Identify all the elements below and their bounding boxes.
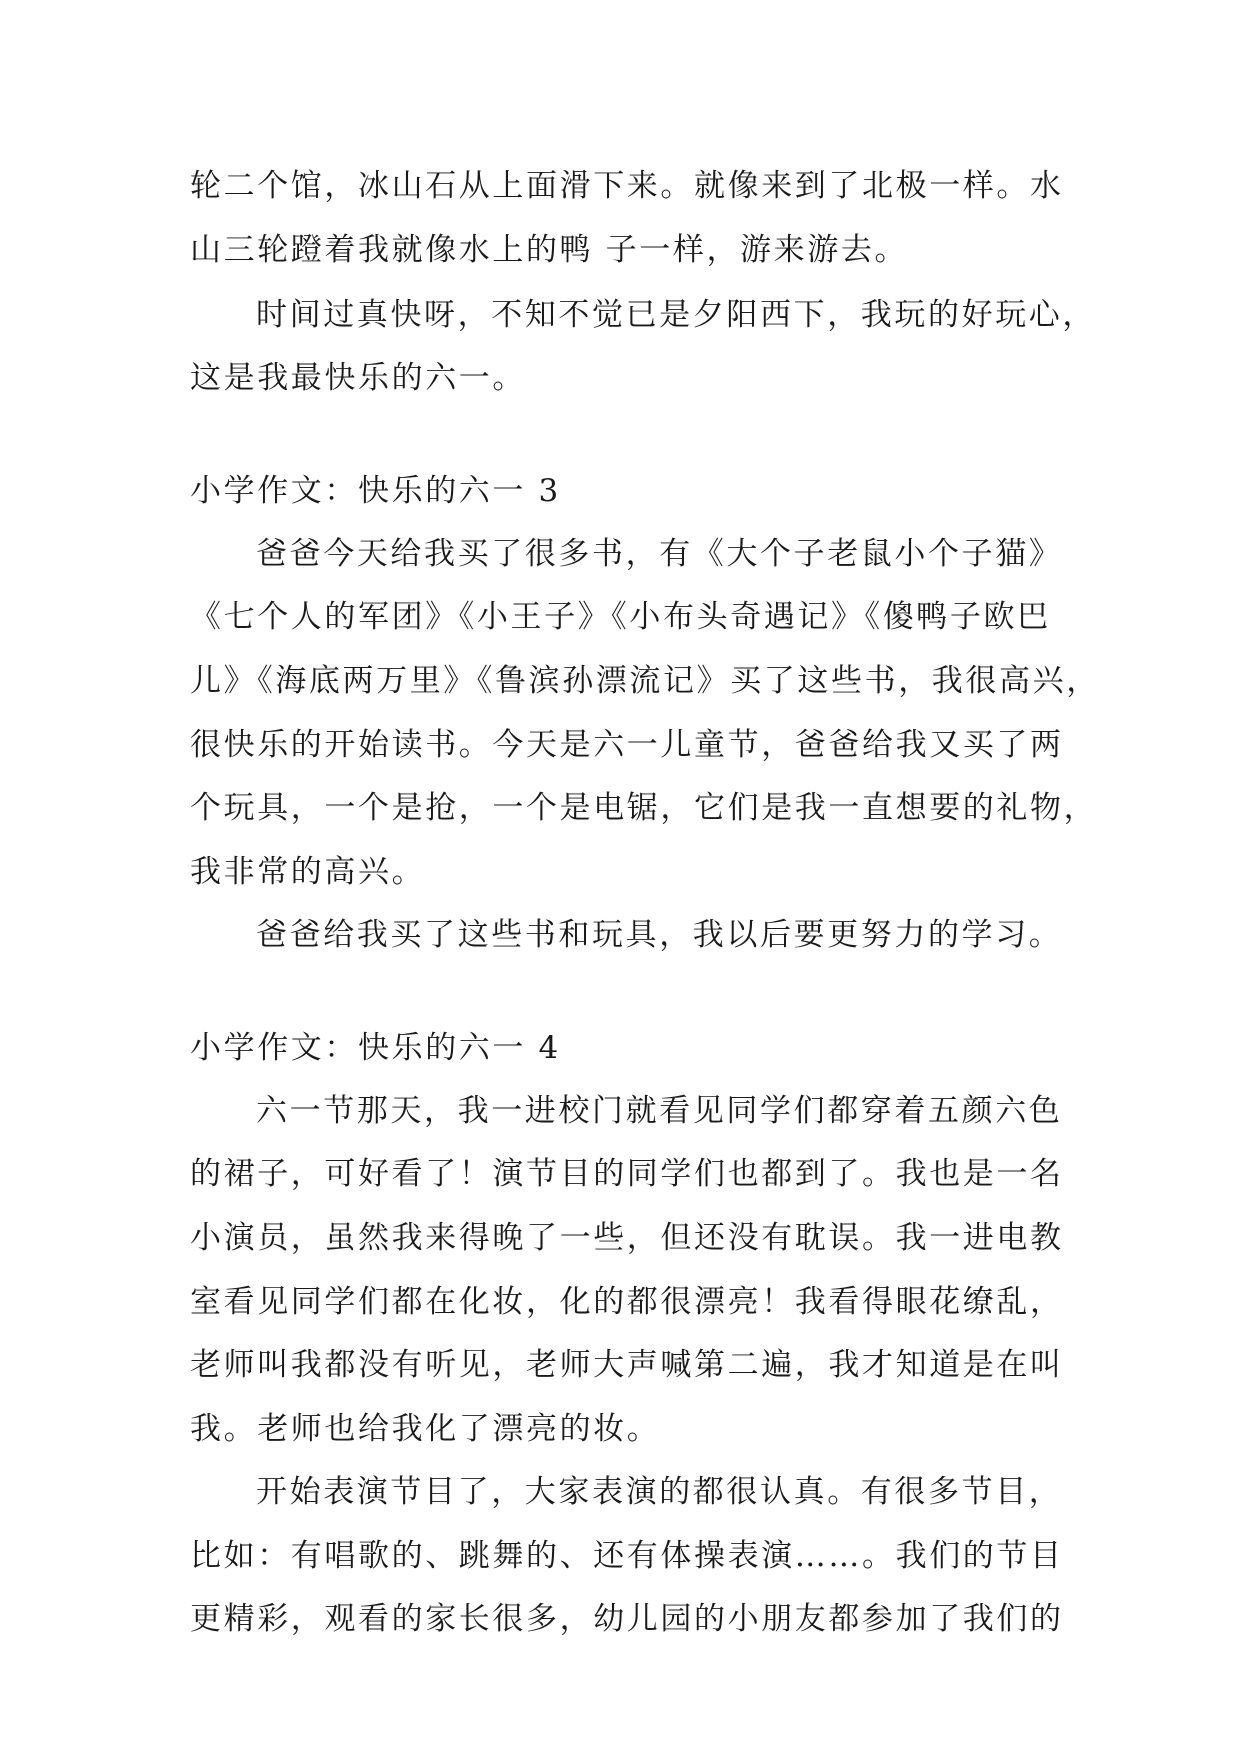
paragraph-line: 室看见同学们都在化妆，化的都很漂亮！我看得眼花缭乱，	[190, 1284, 1064, 1320]
paragraph-line: 很快乐的开始读书。今天是六一儿童节，爸爸给我又买了两	[190, 727, 1064, 763]
paragraph-line: 爸爸今天给我买了很多书，有《大个子老鼠小个子猫》	[256, 536, 1063, 572]
paragraph-line: 个玩具，一个是抢，一个是电锯，它们是我一直想要的礼物，	[190, 790, 1098, 826]
paragraph-line: 这是我最快乐的六一。	[190, 360, 526, 396]
paragraph-line: 爸爸给我买了这些书和玩具，我以后要更努力的学习。	[256, 917, 1063, 953]
paragraph-line: 我。老师也给我化了漂亮的妆。	[190, 1411, 661, 1447]
paragraph-line: 更精彩，观看的家长很多，幼儿园的小朋友都参加了我们的	[190, 1601, 1064, 1637]
paragraph-line: 比如：有唱歌的、跳舞的、还有体操表演……。我们的节目	[190, 1538, 1064, 1574]
paragraph-line: 儿》《海底两万里》《鲁滨孙漂流记》买了这些书，我很高兴，	[190, 663, 1100, 699]
paragraph-line: 《七个人的军团》《小王子》《小布头奇遇记》《傻鸭子欧巴	[190, 599, 1051, 635]
section-heading: 小学作文：快乐的六一 4	[190, 1030, 561, 1066]
paragraph-line: 轮二个馆，冰山石从上面滑下来。就像来到了北极一样。水	[190, 168, 1064, 204]
paragraph-line: 老师叫我都没有听见，老师大声喊第二遍，我才知道是在叫	[190, 1347, 1064, 1383]
section-heading: 小学作文：快乐的六一 3	[190, 473, 561, 509]
paragraph-line: 小演员，虽然我来得晚了一些，但还没有耽误。我一进电教	[190, 1220, 1064, 1256]
paragraph-line: 开始表演节目了，大家表演的都很认真。有很多节目，	[256, 1474, 1063, 1510]
paragraph-line: 时间过真快呀，不知不觉已是夕阳西下，我玩的好玩心，	[256, 297, 1096, 333]
paragraph-line: 六一节那天，我一进校门就看见同学们都穿着五颜六色	[256, 1093, 1063, 1129]
paragraph-line: 的裙子，可好看了！演节目的同学们也都到了。我也是一名	[190, 1156, 1064, 1192]
paragraph-line: 山三轮蹬着我就像水上的鸭 子一样，游来游去。	[190, 232, 909, 268]
paragraph-line: 我非常的高兴。	[190, 854, 426, 890]
